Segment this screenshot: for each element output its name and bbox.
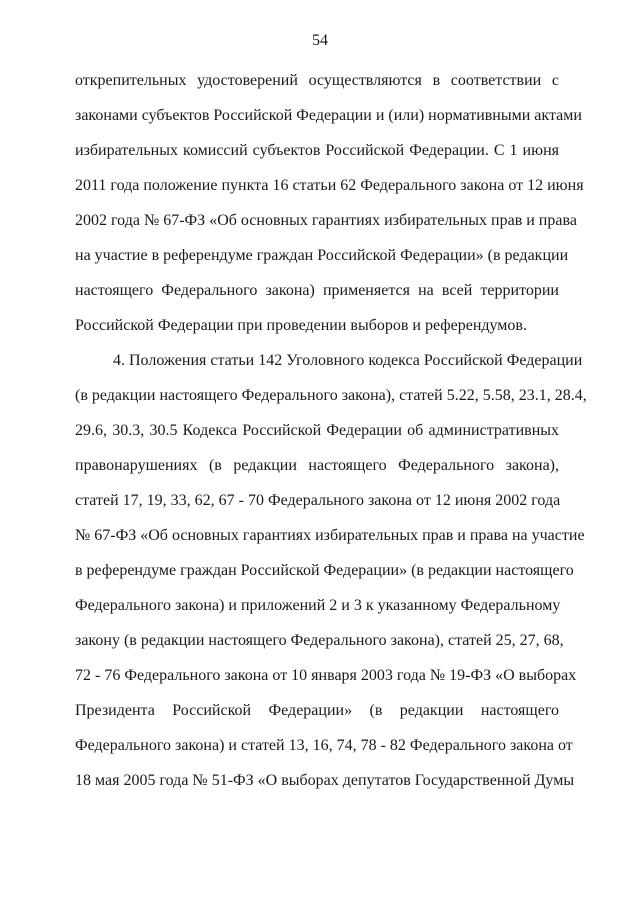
text-line: 2002 года № 67-ФЗ «Об основных гарантиях избирательных прав и права (75, 212, 577, 229)
text-line: Российской Федерации при проведении выборов и референдумов. (75, 317, 527, 334)
paragraph-first-line: 4. Положения статьи 142 Уголовного кодекса Российской Федерации (113, 352, 583, 369)
text-line: 2011 года положение пункта 16 статьи 62 Федерального закона от 12 июня (75, 177, 584, 194)
text-line: правонарушениях (в редакции настоящего Федерального закона), (75, 457, 559, 474)
text-line: настоящего Федерального закона) применяется на всей территории (75, 282, 559, 299)
text-line: избирательных комиссий субъектов Российской Федерации. С 1 июня (75, 142, 559, 159)
text-line: Федерального закона) и приложений 2 и 3 к указанному Федеральному (75, 597, 561, 614)
text-line: открепительных удостоверений осуществляются в соответствии с (75, 72, 559, 89)
text-line: на участие в референдуме граждан Российской Федерации» (в редакции (75, 247, 569, 264)
page-number: 54 (312, 32, 328, 49)
text-line: закону (в редакции настоящего Федерального закона), статей 25, 27, 68, (75, 632, 564, 649)
text-line: № 67-ФЗ «Об основных гарантиях избирательных прав и права на участие (75, 527, 585, 544)
text-line: Федерального закона) и статей 13, 16, 74, 78 - 82 Федерального закона от (75, 737, 573, 754)
text-line: (в редакции настоящего Федерального закона), статей 5.22, 5.58, 23.1, 28.4, (75, 387, 587, 404)
text-line: в референдуме граждан Российской Федерации» (в редакции настоящего (75, 562, 574, 579)
text-line: статей 17, 19, 33, 62, 67 - 70 Федерального закона от 12 июня 2002 года (75, 492, 561, 509)
text-line: Президента Российской Федерации» (в редакции настоящего (75, 702, 559, 719)
text-line: законами субъектов Российской Федерации и (или) нормативными актами (75, 107, 582, 124)
text-line: 29.6, 30.3, 30.5 Кодекса Российской Федерации об административных (75, 422, 559, 439)
text-line: 72 - 76 Федерального закона от 10 января 2003 года № 19-ФЗ «О выборах (75, 667, 577, 684)
text-line: 18 мая 2005 года № 51-ФЗ «О выборах депутатов Государственной Думы (75, 772, 575, 789)
